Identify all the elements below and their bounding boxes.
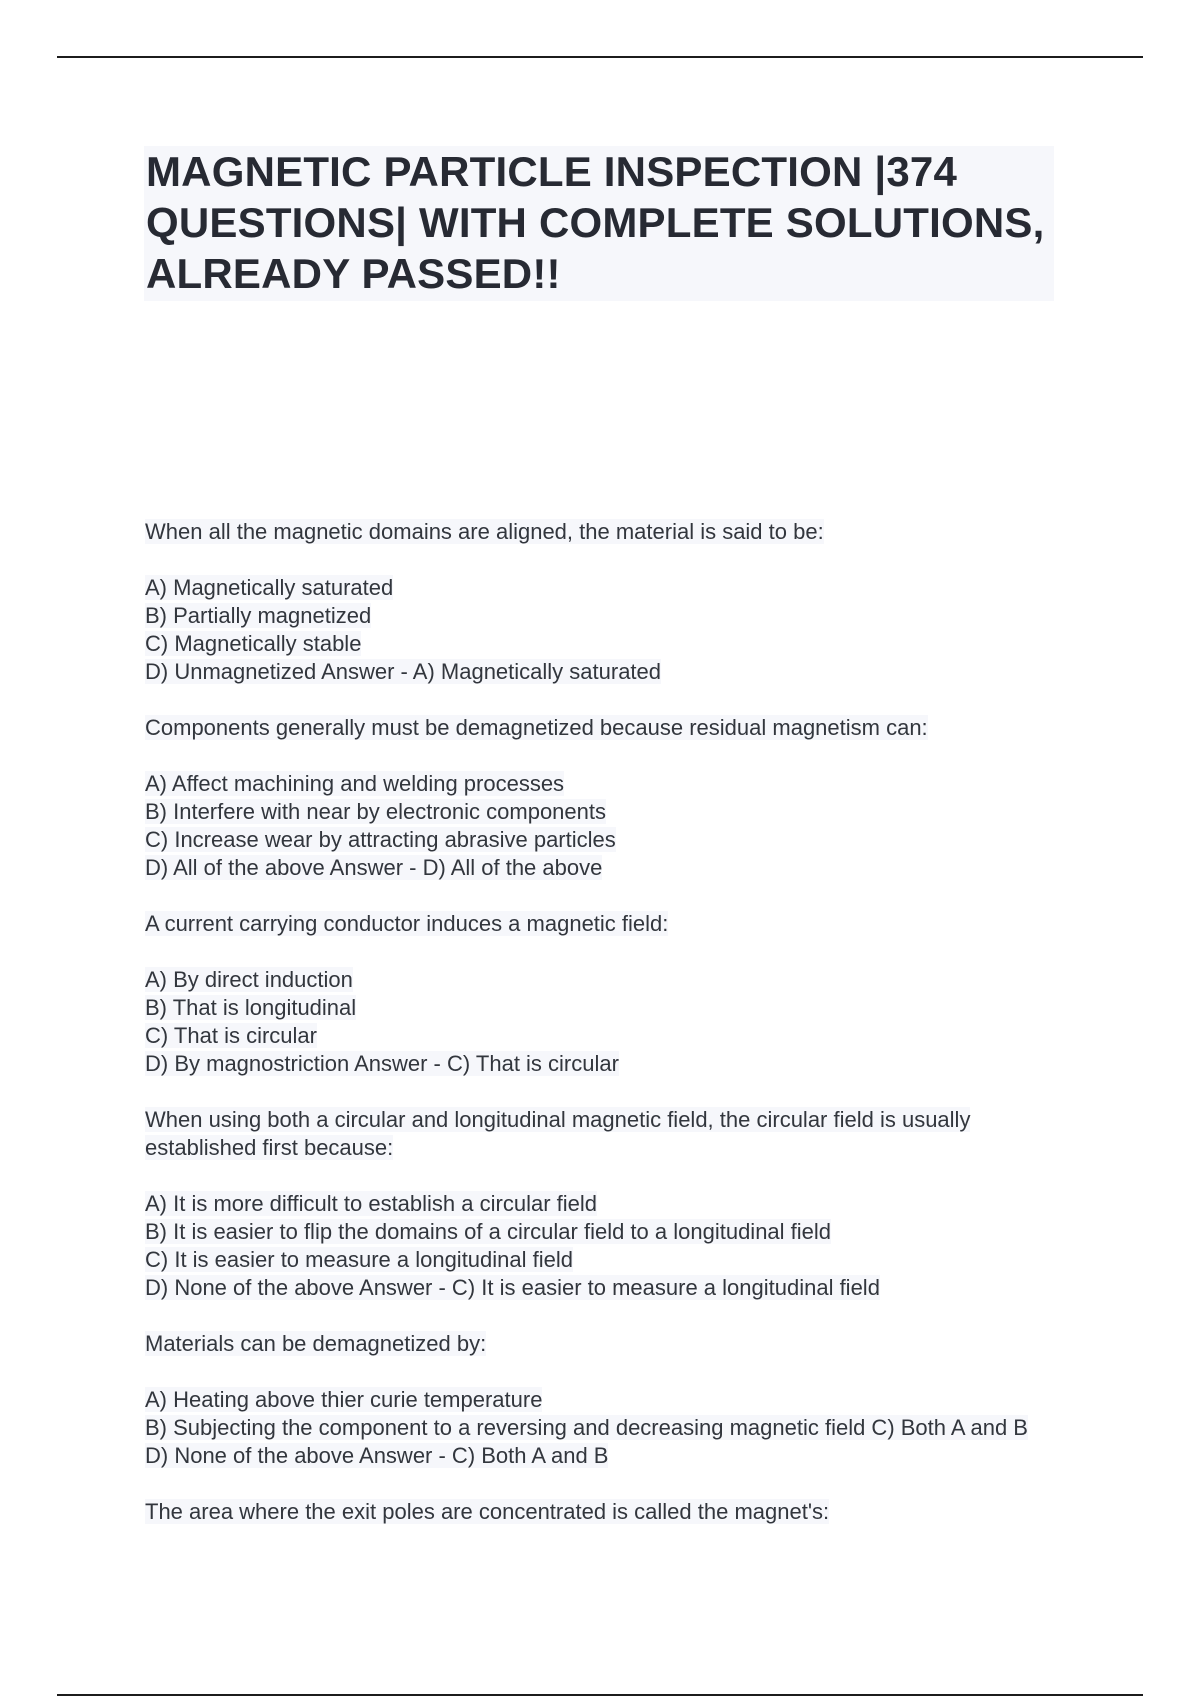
answer-options xyxy=(145,966,1065,1078)
question-prompt: When all the magnetic domains are aligned, the material is said to be: xyxy=(145,519,824,544)
answer-option: B) It is easier to flip the domains of a circular field to a longitudinal field xyxy=(145,1219,832,1244)
answer-option: D) None of the above Answer - C) It is easier to measure a longitudinal field xyxy=(145,1275,880,1300)
answer-option: A) Affect machining and welding processes xyxy=(145,771,565,796)
answer-option: C) It is easier to measure a longitudinal field xyxy=(145,1247,573,1272)
question-item xyxy=(145,1498,1065,1526)
question-prompt: A current carrying conductor induces a magnetic field: xyxy=(145,911,669,936)
top-rule xyxy=(57,56,1143,58)
title-block xyxy=(144,146,1054,301)
question-item xyxy=(145,714,1065,882)
answer-option: C) Increase wear by attracting abrasive particles xyxy=(145,827,616,852)
answer-options xyxy=(145,1190,1065,1302)
answer-option: D) Unmagnetized Answer - A) Magnetically saturated xyxy=(145,659,662,684)
answer-options xyxy=(145,574,1065,686)
question-prompt: Materials can be demagnetized by: xyxy=(145,1331,487,1356)
question-prompt: The area where the exit poles are concentrated is called the magnet's: xyxy=(145,1499,830,1524)
answer-option: C) That is circular xyxy=(145,1023,317,1048)
answer-option: D) All of the above Answer - D) All of the above xyxy=(145,855,603,880)
answer-option: D) None of the above Answer - C) Both A and B xyxy=(145,1443,609,1468)
question-item xyxy=(145,1106,1065,1302)
answer-option: A) Heating above thier curie temperature xyxy=(145,1387,543,1412)
answer-option: A) By direct induction xyxy=(145,967,353,992)
answer-option: A) It is more difficult to establish a circular field xyxy=(145,1191,597,1216)
questions-list xyxy=(145,518,1065,1554)
answer-option: B) Interfere with near by electronic components xyxy=(145,799,607,824)
question-item xyxy=(145,518,1065,686)
question-item xyxy=(145,910,1065,1078)
answer-option: A) Magnetically saturated xyxy=(145,575,394,600)
question-item xyxy=(145,1330,1065,1470)
answer-option: D) By magnostriction Answer - C) That is circular xyxy=(145,1051,619,1076)
answer-option: B) Subjecting the component to a reversing and decreasing magnetic field C) Both A and B xyxy=(145,1415,1028,1440)
answer-options xyxy=(145,1386,1065,1470)
answer-options xyxy=(145,770,1065,882)
answer-option: C) Magnetically stable xyxy=(145,631,362,656)
question-prompt: Components generally must be demagnetized because residual magnetism can: xyxy=(145,715,928,740)
bottom-rule xyxy=(57,1694,1143,1696)
answer-option: B) Partially magnetized xyxy=(145,603,372,628)
question-prompt: When using both a circular and longitudinal magnetic field, the circular field is usually established first because: xyxy=(145,1107,971,1160)
answer-option: B) That is longitudinal xyxy=(145,995,357,1020)
document-title: MAGNETIC PARTICLE INSPECTION |374 QUESTIONS| WITH COMPLETE SOLUTIONS, ALREADY PASSED!! xyxy=(146,148,1045,297)
